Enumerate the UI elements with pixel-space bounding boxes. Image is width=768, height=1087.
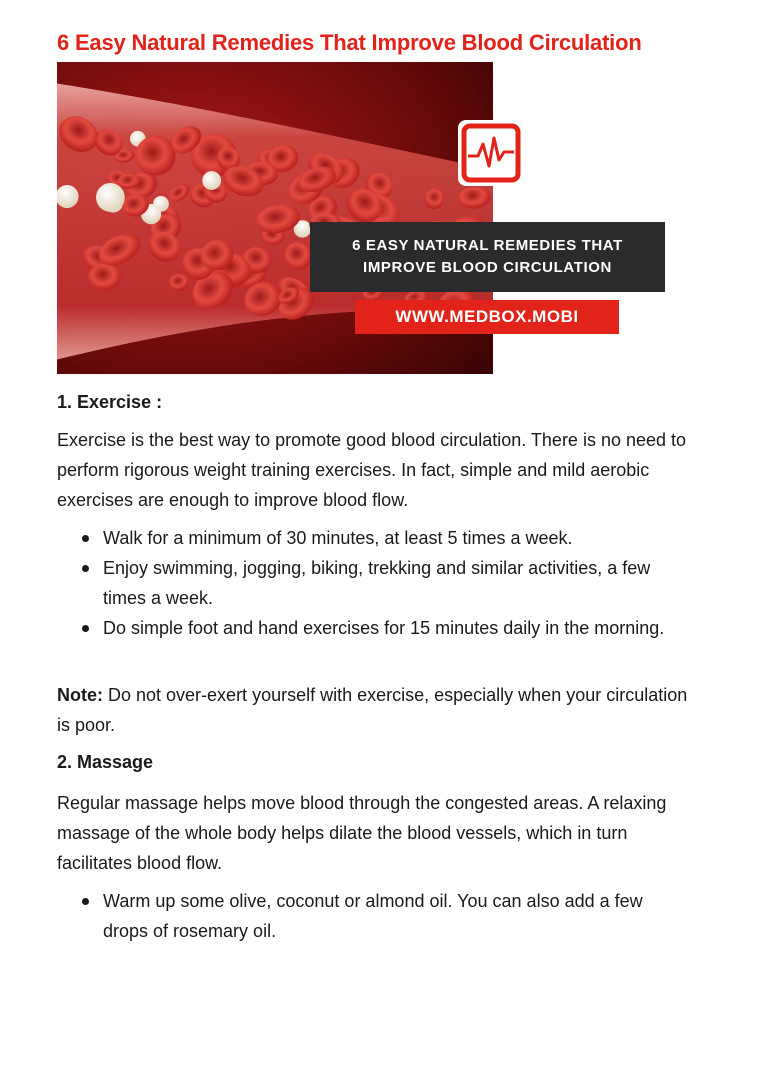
bullet-icon — [82, 565, 89, 572]
website-badge: WWW.MEDBOX.MOBI — [355, 300, 619, 334]
bullet-icon — [82, 625, 89, 632]
list-item: Walk for a minimum of 30 minutes, at least 5 times a week. — [0, 523, 673, 553]
banner-line-1: 6 EASY NATURAL REMEDIES THAT — [352, 237, 623, 254]
section-heading-exercise: 1. Exercise : — [57, 392, 163, 412]
note-text: Do not over-exert yourself with exercise, especially when your circulation is poor. — [57, 685, 688, 735]
section-paragraph-massage: Regular massage helps move blood through the congested areas. A relaxing massage of the whole body helps dilate the blood vessels, which in turn facilitates blood flow. — [57, 793, 667, 873]
bullet-icon — [82, 535, 89, 542]
list-item: Warm up some olive, coconut or almond oil. You can also add a few drops of rosemary oil. — [0, 886, 673, 946]
note-label: Note: — [57, 685, 103, 705]
list-item: Enjoy swimming, jogging, biking, trekking and similar activities, a few times a week. — [0, 553, 673, 613]
section-heading-massage: 2. Massage — [57, 752, 154, 772]
exercise-bullet-list — [0, 523, 768, 643]
hero-banner — [310, 222, 665, 292]
heartbeat-logo — [458, 120, 524, 186]
document-title: 6 Easy Natural Remedies That Improve Blood Circulation — [57, 30, 642, 55]
section-paragraph-exercise: Exercise is the best way to promote good blood circulation. There is no need to perform rigorous weight training exercises. In fact, simple and mild aerobic exercises are enough to improve blood flow. — [57, 430, 687, 510]
massage-bullet-list — [0, 886, 768, 946]
exercise-note — [57, 680, 697, 740]
heartbeat-icon — [458, 120, 524, 186]
bullet-icon — [82, 898, 89, 905]
list-item: Do simple foot and hand exercises for 15 minutes daily in the morning. — [0, 613, 673, 643]
banner-line-2: IMPROVE BLOOD CIRCULATION — [363, 259, 612, 276]
